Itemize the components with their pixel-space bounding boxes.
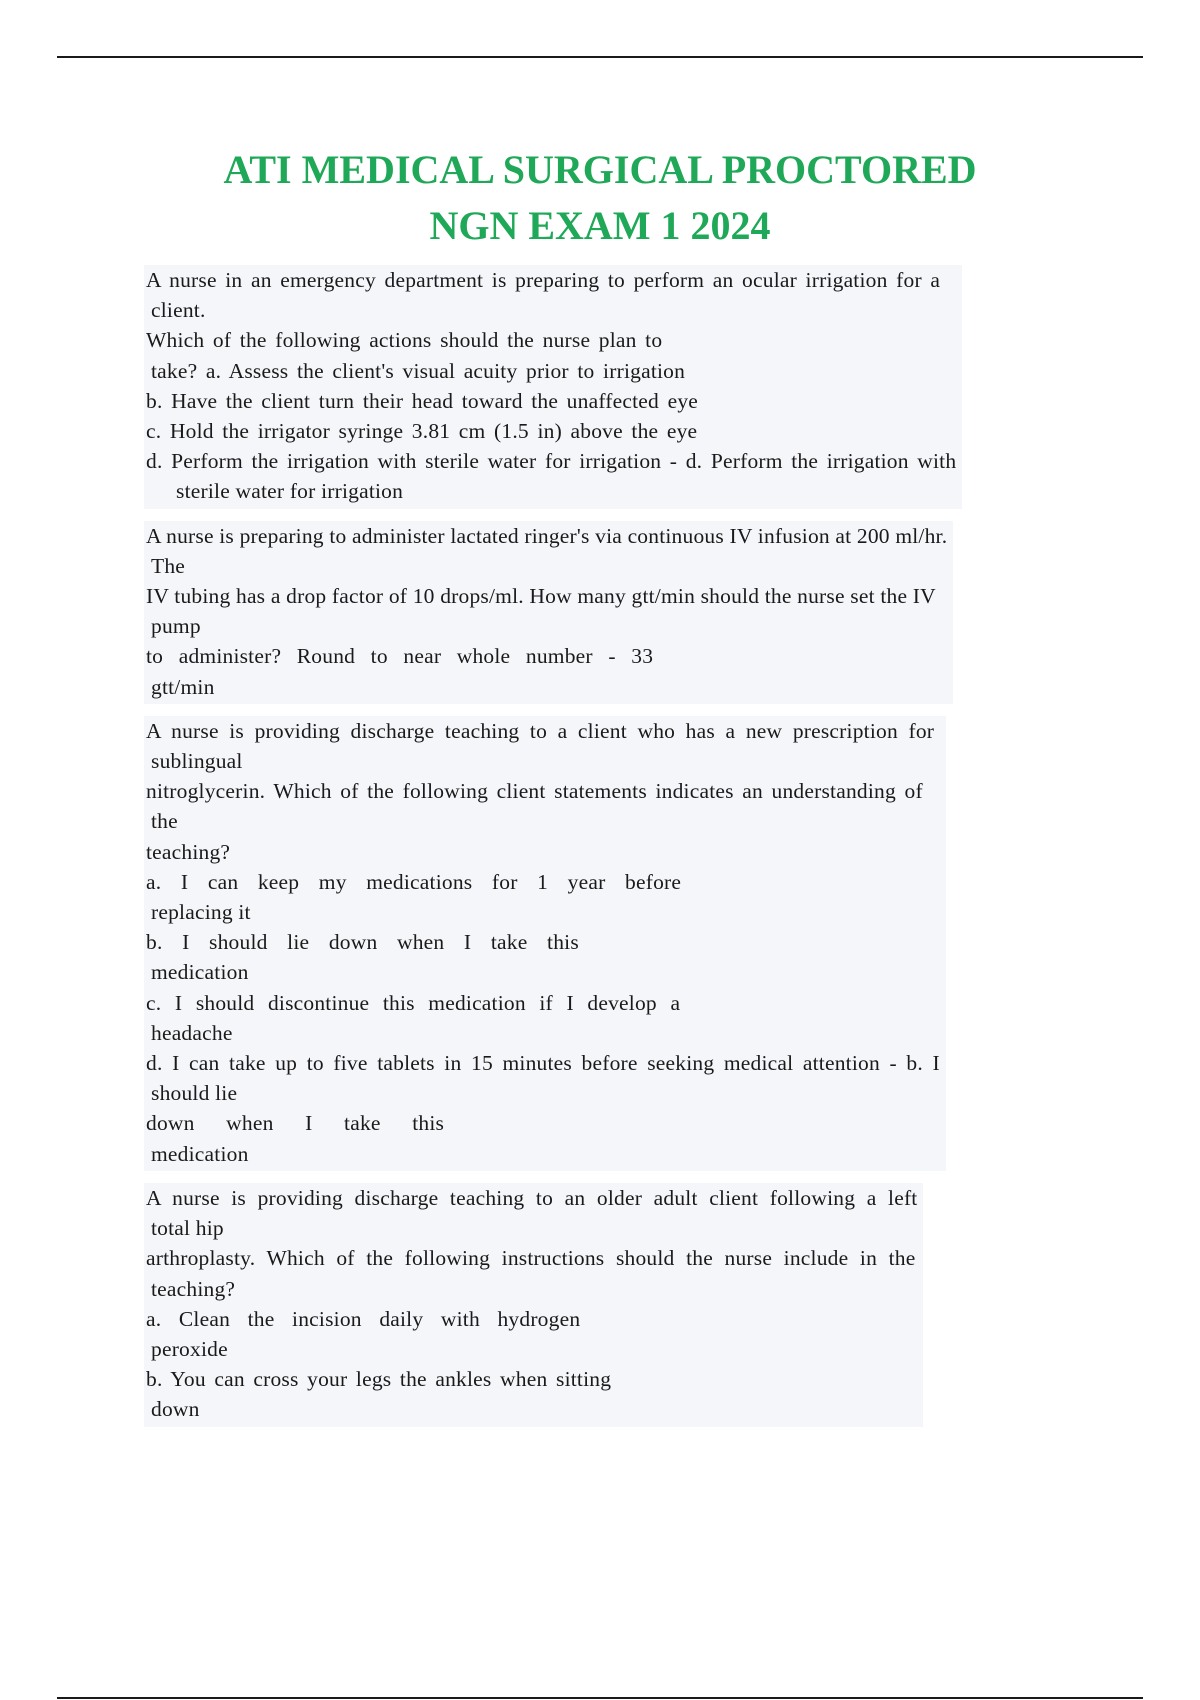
question-3-answer: medication [151,1141,249,1166]
question-block-1 [144,265,962,509]
question-3-option-b: medication [151,960,249,985]
question-1-option-d: d. Perform the irrigation with sterile water for irrigation - d. Perform the irrigation with [146,449,957,474]
question-3-line: teaching? [146,839,231,864]
question-3-option-c: headache [151,1020,233,1045]
document-title [100,142,1100,254]
bottom-rule [57,1697,1143,1699]
question-2-line: pump [151,614,201,639]
question-4-line: total hip [151,1216,224,1241]
question-block-4 [144,1183,923,1427]
question-3-answer: should lie [151,1081,238,1106]
question-3-line: the [151,809,178,834]
question-2-line: A nurse is preparing to administer lactated ringer's via continuous IV infusion at 200 ml/hr. [146,523,948,548]
question-3-line: nitroglycerin. Which of the following client statements indicates an understanding of [146,779,923,804]
question-4-option-a: peroxide [151,1336,228,1361]
question-block-2 [144,521,953,704]
question-1-answer: sterile water for irrigation [176,479,404,504]
question-3-answer: down when I take this [146,1111,445,1136]
question-1-line: Which of the following actions should the nurse plan to [146,328,663,353]
question-1-option-b: b. Have the client turn their head toward the unaffected eye [146,388,699,413]
question-1-option-a: take? a. Assess the client's visual acuity prior to irrigation [151,358,686,383]
question-block-3 [144,716,946,1171]
question-4-option-a: a. Clean the incision daily with hydrogen [146,1306,581,1331]
question-4-line: teaching? [151,1276,236,1301]
question-1-option-c: c. Hold the irrigator syringe 3.81 cm (1.5 in) above the eye [146,419,698,444]
question-2-answer: to administer? Round to near whole number - 33 [146,644,654,669]
question-3-option-c: c. I should discontinue this medication if I develop a [146,990,681,1015]
question-3-option-a: replacing it [151,900,251,925]
question-3-option-a: a. I can keep my medications for 1 year before [146,869,682,894]
question-1-line: A nurse in an emergency department is preparing to perform an ocular irrigation for a [146,268,941,292]
question-2-answer-unit: gtt/min [151,674,215,699]
question-4-option-b: down [151,1397,200,1422]
question-3-line: A nurse is providing discharge teaching to a client who has a new prescription for [146,718,935,743]
top-rule [57,56,1143,58]
question-3-option-d: d. I can take up to five tablets in 15 minutes before seeking medical attention - b. I [146,1051,940,1076]
title-line-2: NGN EXAM 1 2024 [429,203,771,248]
question-2-line: IV tubing has a drop factor of 10 drops/ml. How many gtt/min should the nurse set the IV [146,584,936,609]
question-4-line: arthroplasty. Which of the following instructions should the nurse include in the [146,1246,916,1271]
document-body [144,265,1084,1439]
question-1-line: client. [151,298,206,323]
question-4-line: A nurse is providing discharge teaching to an older adult client following a left [146,1185,918,1210]
question-2-line: The [151,553,186,578]
question-4-option-b: b. You can cross your legs the ankles when sitting [146,1367,612,1392]
title-line-1: ATI MEDICAL SURGICAL PROCTORED [223,147,977,192]
question-3-option-b: b. I should lie down when I take this [146,930,579,955]
question-3-line: sublingual [151,749,243,774]
